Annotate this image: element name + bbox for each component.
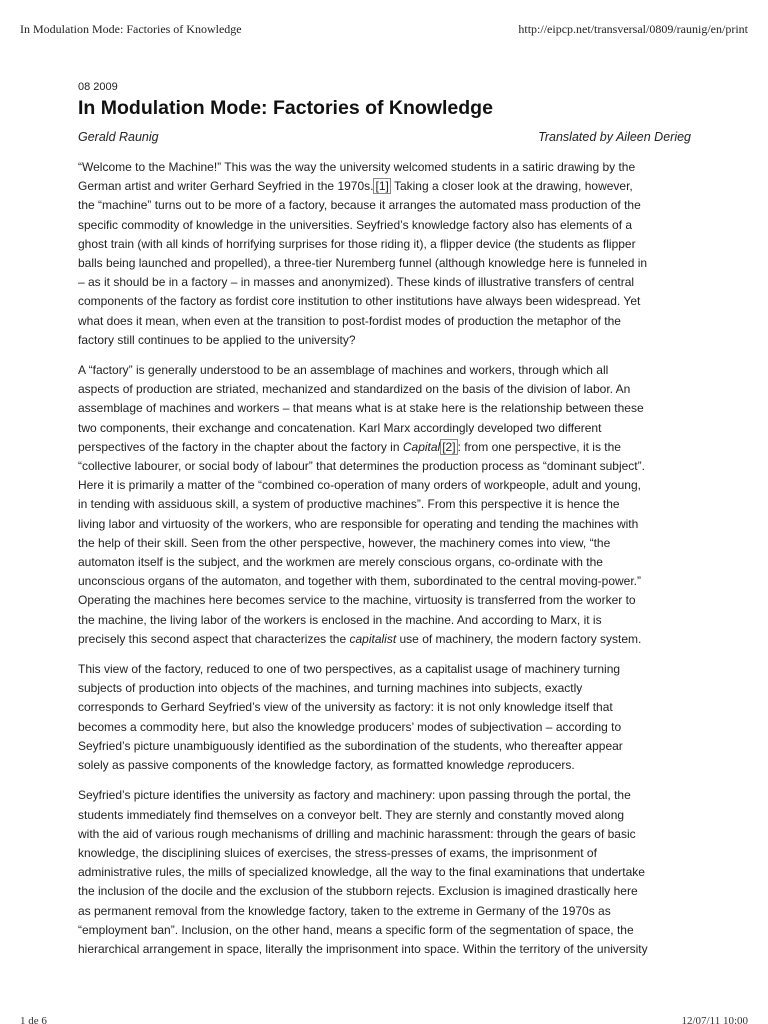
text-line: the “machine” turns out to be more of a factory, because it arranges the automated mass production of the (78, 198, 641, 213)
article (78, 80, 691, 959)
byline (78, 130, 691, 150)
paragraph-3 (78, 660, 691, 775)
text-line: perspectives of the factory in the chapter about the factory in Capital [2] : from one perspective, it is the (78, 439, 621, 454)
print-header-title: In Modulation Mode: Factories of Knowledge (20, 22, 242, 36)
print-header (20, 22, 748, 38)
text-line: two components, their exchange and concatenation. Karl Marx accordingly developed two different (78, 420, 602, 435)
text-line: as permanent removal from the knowledge factory, taken to the extreme in Germany of the 1970s as (78, 903, 611, 918)
page-number: 1 de 6 (20, 1015, 47, 1024)
paragraph-4 (78, 786, 691, 959)
text-line: automaton itself is the subject, and the workmen are merely conscious organs, co-ordinate with the (78, 555, 603, 570)
text-line: Seyfried’s picture unambiguously identified as the subordination of the students, who thereafter appear (78, 738, 623, 753)
text-line: ghost train (with all kinds of horrifying surprises for those riding it), a flipper device (the students as flipper (78, 236, 636, 251)
text-line: “Welcome to the Machine!” This was the way the university welcomed students in a satiric drawing by the (78, 160, 636, 174)
text-line: assemblage of machines and workers – that means what is at stake here is the relationship between these (78, 401, 644, 416)
text-line: knowledge, the disciplining sluices of exercises, the stress-presses of exams, the imprisonment of (78, 845, 597, 860)
paragraph-2 (78, 361, 691, 649)
text-line: factory still continues to be applied to the university? (78, 332, 356, 347)
author: Gerald Raunig (78, 130, 159, 144)
print-datetime: 12/07/11 10:00 (681, 1015, 748, 1024)
capitalist-emphasis: capitalist (349, 631, 397, 646)
translator: Translated by Aileen Derieg (538, 130, 691, 144)
text-line: what does it mean, when even at the transition to post-fordist modes of production the metaphor of the (78, 313, 621, 328)
text-line: aspects of production are striated, mechanized and standardized on the basis of the division of labor. An (78, 382, 631, 397)
text-line: hierarchical arrangement in space, literally the imprisonment into space. Within the territory of the university (78, 941, 648, 956)
text-line: Operating the machines here becomes service to the machine, virtuosity is transferred from the worker to (78, 593, 636, 608)
text-line: This view of the factory, reduced to one of two perspectives, as a capitalist usage of machinery turning (78, 662, 621, 677)
text-line: precisely this second aspect that characterizes the capitalist use of machinery, the modern factory system. (78, 631, 642, 646)
footnote-link-2[interactable]: [2] (442, 439, 456, 454)
text-line: German artist and writer Gerhard Seyfried in the 1970s. [1] Taking a closer look at the drawing, however, (78, 179, 633, 194)
text-line: students immediately find themselves on a conveyor belt. They are sternly and constantly moved along (78, 807, 625, 822)
text-line: the machine, the living labor of the workers is enclosed in the machine. And according to Marx, it is (78, 612, 602, 627)
text-line: balls being launched and propelled), a three-tier Nuremberg funnel (although knowledge here is funneled in (78, 256, 648, 271)
text-line: with the aid of various rough mechanisms of drilling and machinic harassment: through the gears of basic (78, 826, 636, 841)
re-emphasis: re (507, 758, 519, 773)
text-line: the inclusion of the docile and the exclusion of the stubborn rejects. Exclusion is imagined drastically here (78, 884, 638, 899)
capital-title: Capital (402, 439, 441, 454)
paragraph-1 (78, 158, 691, 350)
text-line: Here it is primarily a matter of the “combined co-operation of many orders of workpeople, adult and young, (78, 478, 641, 493)
text-line: “employment ban”. Inclusion, on the other hand, means a specific form of the segmentation of space, the (78, 922, 634, 937)
text-line: in tending with assiduous skill, a system of productive machines”. From this perspective it is hence the (78, 497, 620, 512)
article-date: 08 2009 (78, 81, 118, 93)
text-line: corresponds to Gerhard Seyfried’s view of the university as factory: it is not only knowledge itself that (78, 700, 613, 715)
text-line: the help of their skill. Seen from the other perspective, however, the machinery comes into view, “the (78, 535, 611, 550)
text-line: components of the factory as fordist core institution to other institutions have always been widespread. Yet (78, 294, 641, 309)
text-line: living labor and virtuosity of the workers, who are responsible for operating and tending the machines with (78, 516, 639, 531)
text-line: – as it should be in a factory – in masses and anonymized). These kinds of illustrative transfers of central (78, 275, 635, 290)
text-line: specific commodity of knowledge in the universities. Seyfried’s knowledge factory also has elements of a (78, 217, 633, 232)
text-line: solely as passive components of the knowledge factory, as formatted knowledge reproducers. (78, 758, 575, 773)
print-footer (20, 1015, 748, 1024)
text-line: A “factory” is generally understood to be an assemblage of machines and workers, through which all (78, 363, 609, 378)
text-line: subjects of production into objects of the machines, and turning machines into subjects, exactly (78, 681, 583, 696)
text-line: becomes a commodity here, but also the knowledge producers’ modes of subjectivation – according to (78, 719, 622, 734)
text-line: Seyfried’s picture identifies the university as factory and machinery: upon passing through the portal, the (78, 788, 631, 803)
footnote-link-1[interactable]: [1] (375, 179, 389, 194)
text-line: unconscious organs of the automaton, and together with them, subordinated to the central moving-power.” (78, 574, 642, 589)
text-line: “collective labourer, or social body of labour” that determines the production process as “dominant subject”. (78, 459, 645, 474)
print-header-url[interactable]: http://eipcp.net/transversal/0809/raunig/en/print (518, 22, 748, 36)
text-line: administrative rules, the mills of specialized knowledge, all the way to the final examinations that undertake (78, 865, 645, 880)
article-title: In Modulation Mode: Factories of Knowledge (78, 97, 493, 119)
